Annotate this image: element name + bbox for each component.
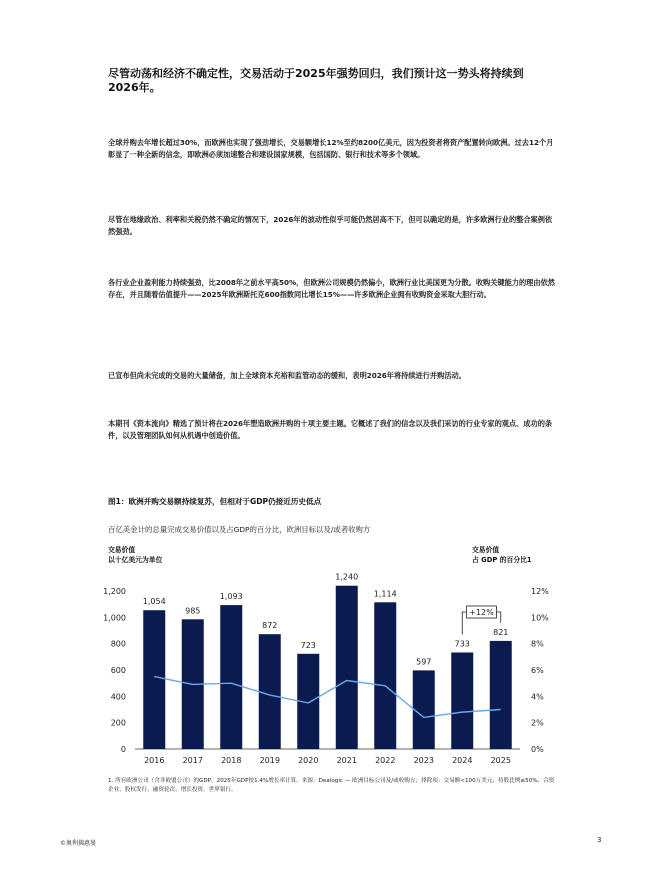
bar-value-label: 872 [262,621,278,631]
bar-value-label: 985 [185,606,201,616]
left-tick-label: 200 [110,718,126,728]
bar-value-label: 1,114 [373,589,397,599]
right-tick-label: 8% [531,639,544,649]
bar-2024 [451,652,473,749]
right-axis-label: 交易价值 占 GDP 的百分比1 [472,546,532,564]
left-tick-label: 600 [110,666,126,675]
right-tick-label: 6% [531,666,544,675]
bar-2022 [374,602,396,749]
left-tick-label: 1,000 [103,613,126,623]
left-tick-label: 1,200 [103,587,126,596]
left-axis-label: 交易价值 以十亿美元为单位 [108,546,163,564]
paragraph-4: 已宣布但尚未完成的交易的大量储备，加上全球资本充裕和监管动态的缓和，表明2026年将持续进行并购活动。 [108,371,466,380]
right-tick-label: 10% [531,613,549,623]
bar-value-label: 821 [493,627,509,637]
right-tick-label: 0% [531,745,544,754]
x-tick-label: 2025 [490,756,511,765]
paragraph-5: 本期刊《资本流向》精选了预计将在2026年塑造欧洲并购的十项主要主题。它概述了我们的信念以及我们采访的行业专家的观点、成功的条件，以及管理团队如何从机遇中创造价值。 [108,419,553,440]
bar-value-label: 1,054 [142,597,166,607]
bar-value-label: 1,240 [335,572,359,582]
bar-value-label: 733 [454,639,470,649]
x-tick-label: 2023 [413,756,434,765]
paragraph-3: 各行业企业盈利能力持续强劲，比2008年之前水平高50%，但欧洲公司规模仍然偏小，欧洲行业比美国更为分散。收购关键能力的理由依然存在，并且随着估值提升——2025年欧洲斯托克600指数同比增长15%——许多欧洲企业拥有收购资金采取大胆行动。 [108,278,555,299]
x-tick-label: 2024 [452,756,473,765]
x-tick-label: 2019 [259,756,280,765]
bar-value-label: 1,093 [219,592,243,602]
x-tick-label: 2017 [182,756,203,765]
bar-2021 [336,586,358,749]
headline: 尽管动荡和经济不确定性，交易活动于2025年强势回归，我们预计这一势头将持续到2026年。 [108,67,524,94]
x-tick-label: 2021 [336,756,357,765]
left-tick-label: 0 [120,745,126,754]
bar-2016 [143,610,165,749]
bar-2018 [220,605,242,749]
paragraph-1: 全球并购去年增长超过30%，而欧洲也实现了强劲增长，交易额增长12%至约8200亿美元，因为投资者将资产配置转向欧洲。过去12个月彰显了一种全新的信念，即欧洲必须加速整合和建设国家规模，包括国防、银行和技术等多个领域。 [108,138,554,159]
paragraph-2: 尽管在地缘政治、利率和关税仍然不确定的情况下，2026年的波动性似乎可能仍然居高不下，但可以确定的是，许多欧洲行业的整合案例依然强劲。 [108,215,553,236]
figure-footnote: 1. 所有欧洲公司（含非欧盟公司）的GDP，2025年GDP按1.4%增长率计算。来源：Dealogic — 欧洲目标公司及/或收购方；排除项：交易额<100万美元、持股比例≤50%、合资企业、股权发行、融资轮次、增长投资。世界银行。 [108,778,555,793]
right-tick-label: 12% [531,587,549,596]
figure-subtitle: 百亿美金计的总量完成交易价值以及占GDP的百分比，欧洲目标以及/或者收购方 [108,525,371,534]
bar-2025 [490,641,512,749]
bar-2023 [413,670,435,749]
page-number: 3 [597,836,602,844]
bar-2019 [259,634,281,749]
bar-value-label: 597 [416,657,432,667]
right-tick-label: 2% [531,718,544,728]
x-tick-label: 2022 [375,756,396,765]
x-tick-label: 2016 [144,756,165,765]
growth-callout-label: +12% [469,608,494,617]
right-tick-label: 4% [531,692,544,702]
x-tick-label: 2018 [221,756,242,765]
bar-value-label: 723 [300,640,316,650]
copyright: ©奥利佛惠曼 [60,840,97,847]
figure-title: 图1：欧洲并购交易额持续复苏，但相对于GDP仍接近历史低点 [108,497,322,506]
left-tick-label: 800 [110,639,126,649]
left-tick-label: 400 [110,692,126,702]
x-tick-label: 2020 [298,756,319,765]
gdp-share-line [154,677,501,718]
